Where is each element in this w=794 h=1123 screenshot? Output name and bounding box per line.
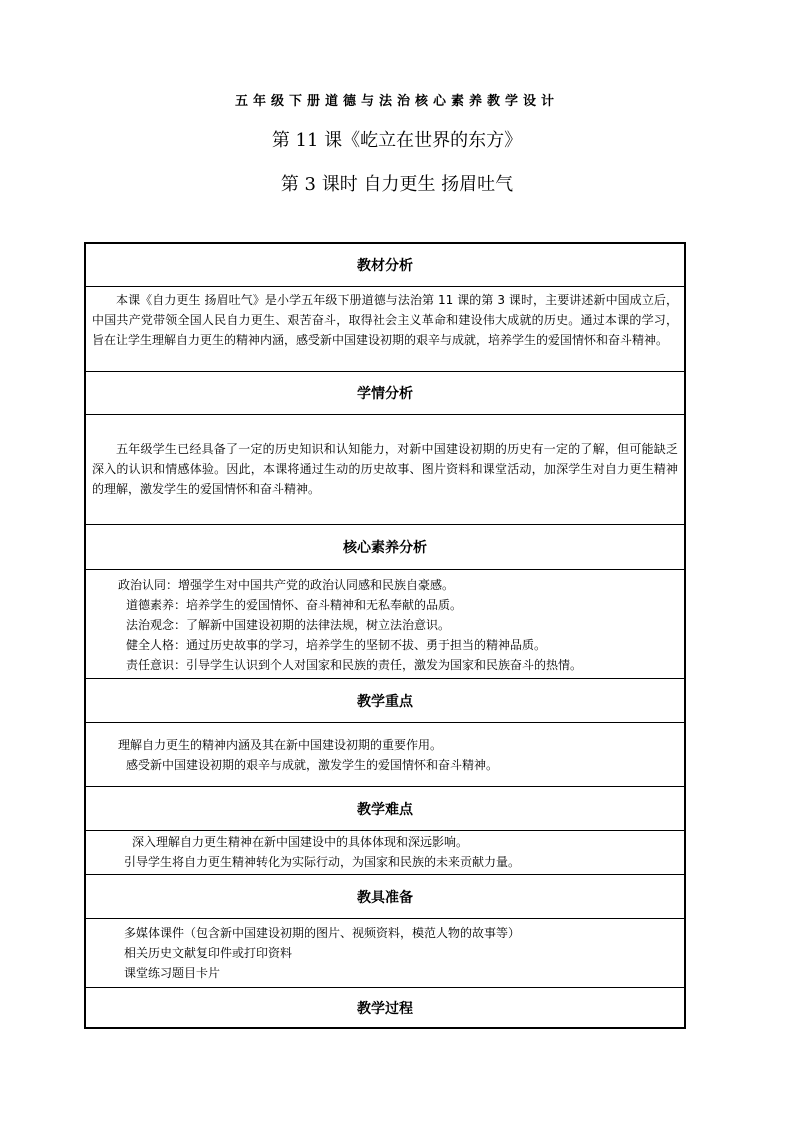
section-body-textbook <box>86 287 684 372</box>
section-header-literacy: 核心素养分析 <box>86 525 684 570</box>
literacy-item: 法治观念：了解新中国建设初期的法律法规，树立法治意识。 <box>126 618 451 632</box>
literacy-item: 道德素养：培养学生的爱国情怀、奋斗精神和无私奉献的品质。 <box>126 598 463 612</box>
section-header-materials: 教具准备 <box>86 875 684 919</box>
lesson-plan-table <box>84 242 686 1029</box>
material-item: 多媒体课件（包含新中国建设初期的图片、视频资料，模范人物的故事等） <box>124 926 521 940</box>
period-title: 第 3 课时 自力更生 扬眉吐气 <box>280 174 514 195</box>
material-item: 相关历史文献复印件或打印资料 <box>124 946 293 960</box>
section-header-difficulties: 教学难点 <box>86 787 684 831</box>
material-item: 课堂练习题目卡片 <box>124 966 221 980</box>
section-body-materials <box>86 919 684 988</box>
difficulty-item: 深入理解自力更生精神在新中国建设中的具体体现和深远影响。 <box>132 835 469 849</box>
section-body-students <box>86 415 684 525</box>
difficulty-item: 引导学生将自力更生精神转化为实际行动，为国家和民族的未来贡献力量。 <box>124 855 521 869</box>
document-title: 五年级下册道德与法治核心素养教学设计 <box>234 94 559 109</box>
section-header-students: 学情分析 <box>86 372 684 415</box>
section-body-literacy <box>86 570 684 679</box>
section-header-key-points: 教学重点 <box>86 679 684 723</box>
key-point-item: 感受新中国建设初期的艰辛与成就，激发学生的爱国情怀和奋斗精神。 <box>126 758 499 772</box>
section-body-difficulties <box>86 831 684 875</box>
key-point-item: 理解自力更生的精神内涵及其在新中国建设初期的重要作用。 <box>118 738 443 752</box>
literacy-item: 政治认同：增强学生对中国共产党的政治认同感和民族自豪感。 <box>118 578 455 592</box>
section-header-process: 教学过程 <box>357 1000 413 1017</box>
student-analysis-text: 五年级学生已经具备了一定的历史知识和认知能力，对新中国建设初期的历史有一定的了解，但可能缺乏深入的认识和情感体验。因此，本课将通过生动的历史故事、图片资料和课堂活动，加深学生对自力更生精神的理解，激发学生的爱国情怀和奋斗精神。 <box>92 442 678 496</box>
textbook-analysis-text: 本课《自力更生 扬眉吐气》是小学五年级下册道德与法治第 11 课的第 3 课时，主要讲述新中国成立后，中国共产党带领全国人民自力更生、艰苦奋斗，取得社会主义革命和建设伟大成就的历史。通过本课的学习，旨在让学生理解自力更生的精神内涵，感受新中国建设初期的艰辛与成就，培养学生的爱国情怀和奋斗精神。 <box>92 293 678 347</box>
literacy-item: 健全人格：通过历史故事的学习，培养学生的坚韧不拔、勇于担当的精神品质。 <box>126 638 547 652</box>
literacy-item: 责任意识：引导学生认识到个人对国家和民族的责任，激发为国家和民族奋斗的热情。 <box>126 658 583 672</box>
section-body-key-points <box>86 723 684 787</box>
lesson-title: 第 11 课《屹立在世界的东方》 <box>271 130 523 151</box>
section-header-textbook: 教材分析 <box>86 244 684 287</box>
